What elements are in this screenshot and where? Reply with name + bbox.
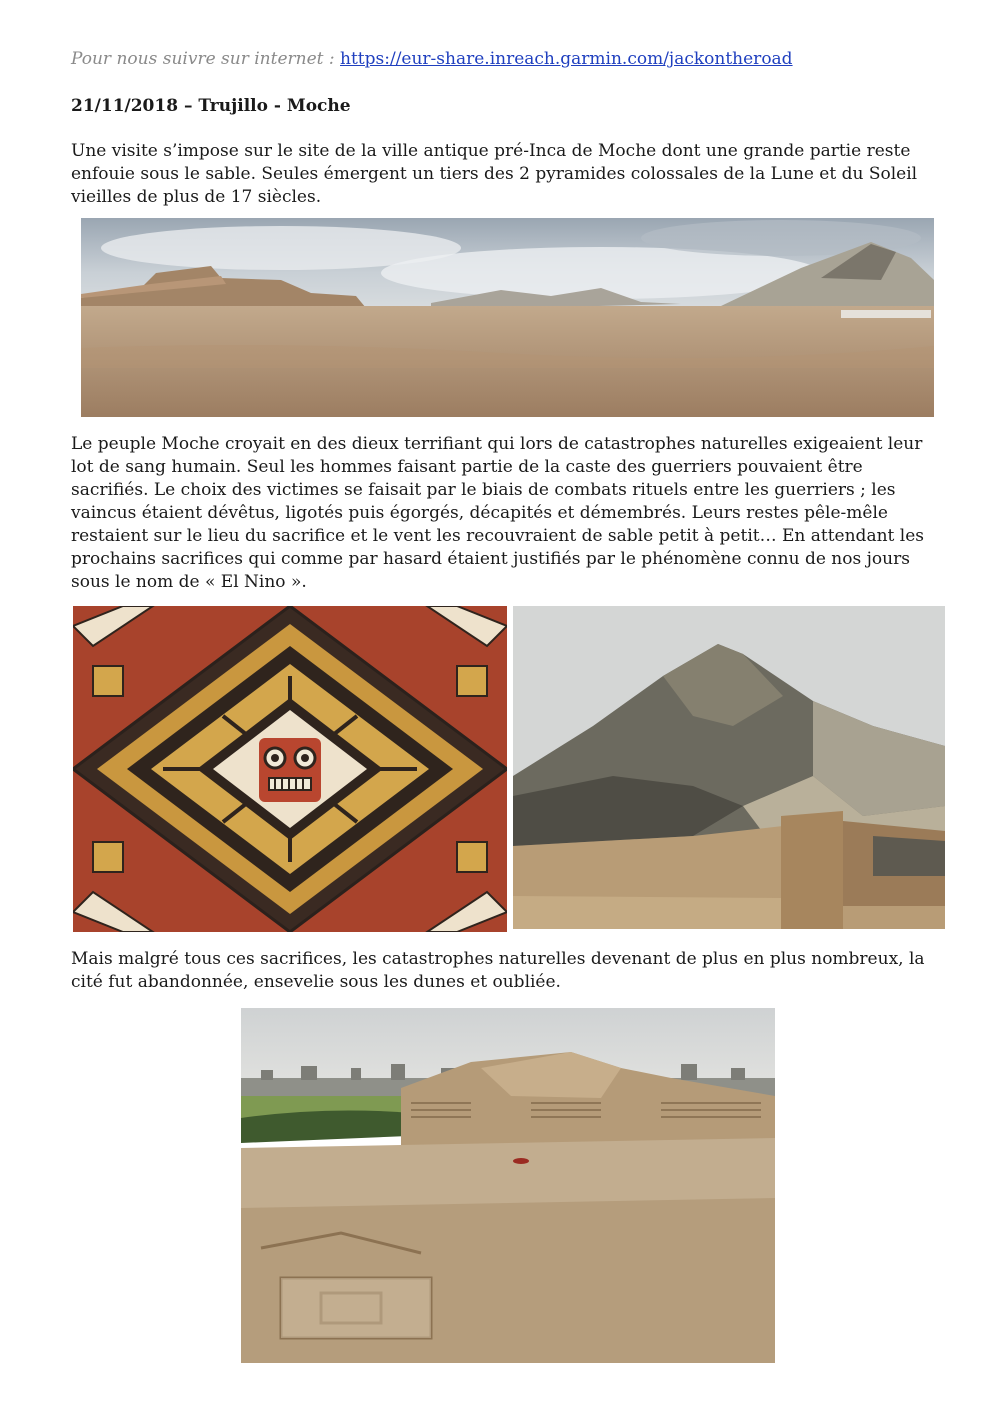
paragraph-intro: Une visite s’impose sur le site de la ville antique pré-Inca de Moche dont une grande partie reste enfouie sous le sable. Seules émergent un tiers des 2 pyramides colossales de la Lune et du Soleil vieilles de plus de 17 siècles. xyxy=(71,141,918,207)
paragraph-sacrifices: Le peuple Moche croyait en des dieux terrifiant qui lors de catastrophes naturelles exigeaient leur lot de sang humain. Seul les hommes faisant partie de la caste des guerriers pouvaient être sacrifiés. Le choix des victimes se faisait par le biais de combats rituels entre les guerriers ; les vaincus étaient dévêtus, ligotés puis égorgés, décapités et démembrés. Leurs restes pêle-mêle restaient sur le lieu du sacrifice et le vent les recouvraient de sable petit à petit… En attendant les prochains sacrifices qui comme par hasard étaient justifiés par le phénomène connu de nos jours sous le nom de « El Nino ». xyxy=(71,434,924,592)
mountain-photo xyxy=(513,606,945,929)
fresco-photo xyxy=(73,606,507,932)
tracking-link[interactable]: https://eur-share.inreach.garmin.com/jackontheroad xyxy=(340,49,793,69)
intro-text: Pour nous suivre sur internet : xyxy=(71,49,341,69)
site-photo xyxy=(241,1008,775,1363)
intro-line xyxy=(71,48,793,70)
entry-title: 21/11/2018 – Trujillo - Moche xyxy=(71,96,351,116)
panorama-photo xyxy=(81,218,934,417)
paragraph-abandonment: Mais malgré tous ces sacrifices, les catastrophes naturelles devenant de plus en plus nombreux, la cité fut abandonnée, ensevelie sous les dunes et oubliée. xyxy=(71,949,925,992)
